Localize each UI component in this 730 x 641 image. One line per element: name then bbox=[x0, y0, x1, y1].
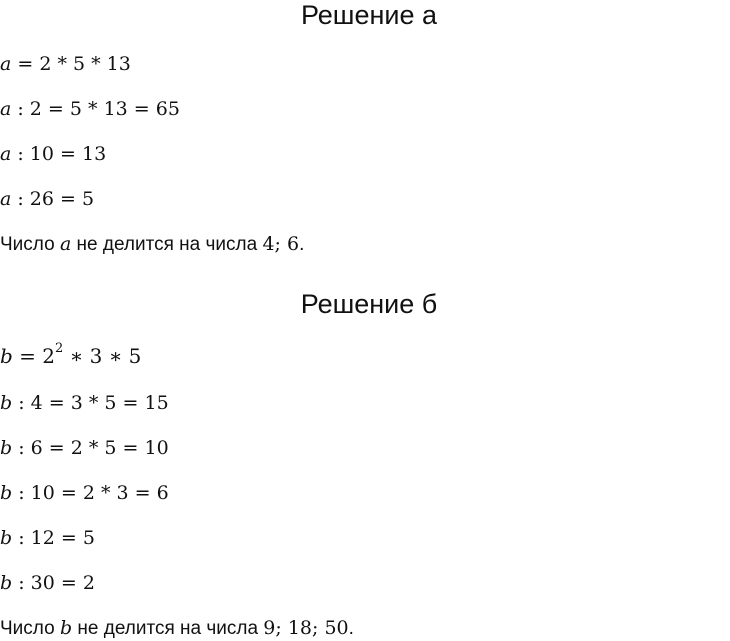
formula-base: = 2 bbox=[12, 344, 56, 368]
solution-b-line-4 bbox=[0, 526, 95, 550]
expression: : 26 = 5 bbox=[11, 188, 95, 210]
variable-a: a bbox=[0, 53, 12, 75]
variable-b: b bbox=[0, 392, 13, 414]
variable-a: a bbox=[0, 143, 12, 165]
variable-a: a bbox=[0, 188, 12, 210]
expression: : 6 = 2 * 5 = 10 bbox=[12, 437, 169, 459]
conclusion-prefix: Число bbox=[0, 618, 60, 639]
expression: : 30 = 2 bbox=[12, 572, 95, 594]
expression: : 2 = 5 * 13 = 65 bbox=[11, 98, 180, 120]
variable-b: b bbox=[59, 617, 73, 639]
conclusion-middle: не делится на числа bbox=[71, 234, 263, 255]
solution-b-formula bbox=[0, 341, 142, 368]
variable-b: b bbox=[0, 572, 13, 594]
variable-b: b bbox=[0, 527, 13, 549]
expression: : 4 = 3 * 5 = 15 bbox=[12, 392, 169, 414]
solution-a-line-2 bbox=[0, 97, 180, 121]
expression: : 10 = 2 * 3 = 6 bbox=[12, 482, 169, 504]
conclusion-numbers: 4; 6 bbox=[262, 233, 300, 255]
solution-a-line-3 bbox=[0, 142, 106, 166]
solution-b-title: Решение б bbox=[300, 289, 438, 319]
expression: : 10 = 13 bbox=[11, 143, 107, 165]
formula-rest: ∗ 3 ∗ 5 bbox=[63, 344, 142, 368]
variable-a: a bbox=[0, 98, 12, 120]
solution-b-line-5 bbox=[0, 571, 95, 595]
expression: : 12 = 5 bbox=[12, 527, 95, 549]
solution-a-line-1 bbox=[0, 52, 131, 76]
solution-a-line-4 bbox=[0, 187, 94, 211]
solution-b-line-1 bbox=[0, 391, 169, 415]
solution-b-conclusion bbox=[0, 616, 354, 641]
conclusion-suffix: . bbox=[348, 618, 354, 639]
variable-b: b bbox=[0, 482, 13, 504]
formula-exponent: 2 bbox=[55, 341, 64, 357]
variable-a: a bbox=[59, 233, 72, 255]
conclusion-numbers: 9; 18; 50 bbox=[263, 617, 349, 639]
expression: = 2 * 5 * 13 bbox=[11, 53, 131, 75]
solution-b-line-2 bbox=[0, 436, 169, 460]
variable-b: b bbox=[0, 344, 13, 368]
conclusion-prefix: Число bbox=[0, 234, 60, 255]
conclusion-middle: не делится на числа bbox=[72, 618, 264, 639]
variable-b: b bbox=[0, 437, 13, 459]
conclusion-suffix: . bbox=[299, 234, 305, 255]
solution-b-line-3 bbox=[0, 481, 169, 505]
solution-a-conclusion bbox=[0, 232, 304, 257]
solution-a-title: Решение а bbox=[300, 0, 438, 30]
